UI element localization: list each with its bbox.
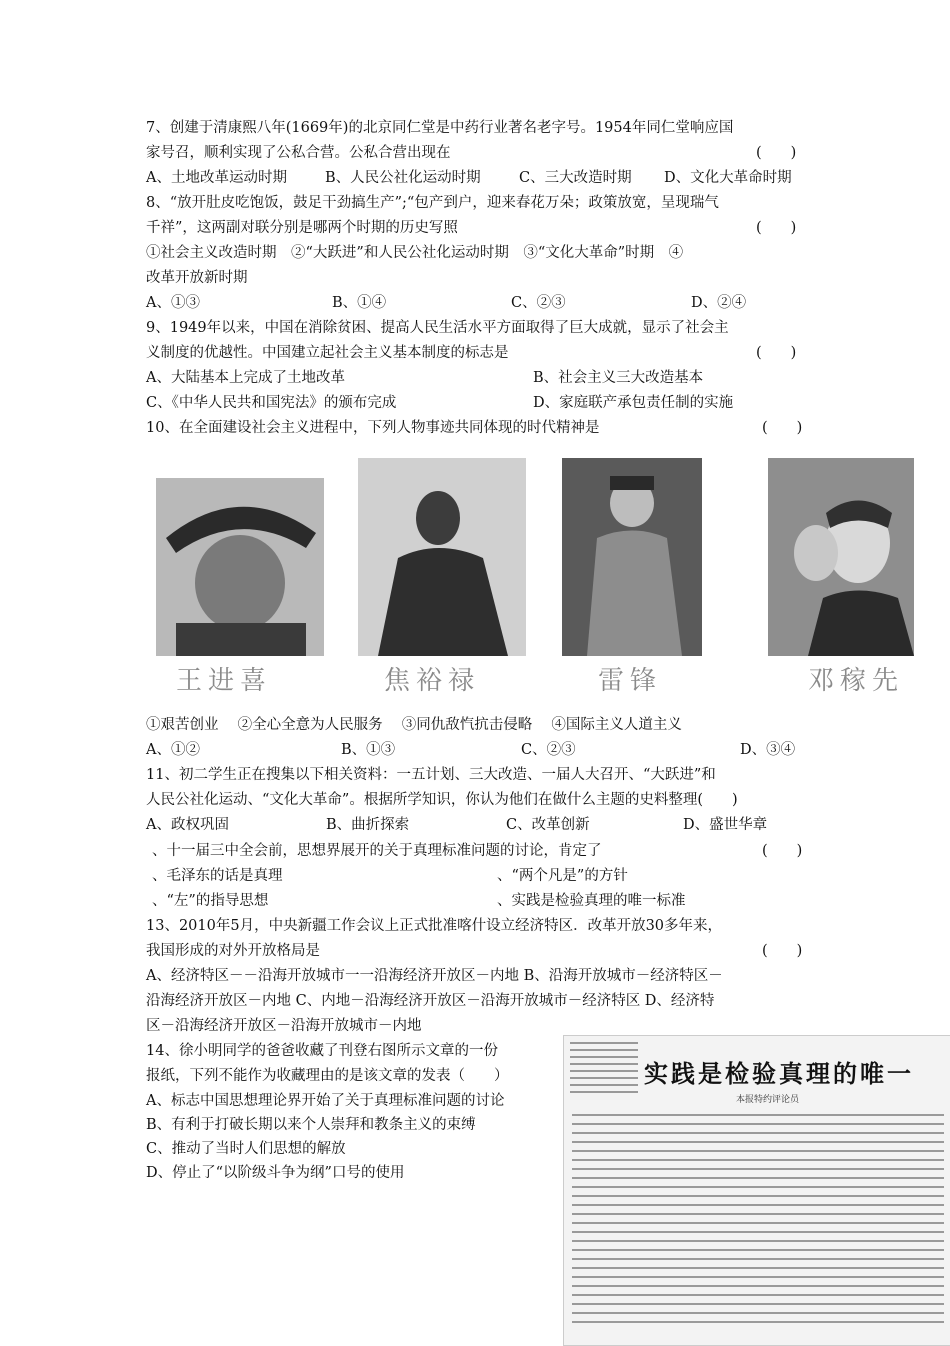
q7-stem-line2: 家号召，顺利实现了公私合营。公私合营出现在 bbox=[146, 145, 451, 161]
newspaper-clipping bbox=[563, 1035, 950, 1346]
q10-stem-line1: 10、在全面建设社会主义进程中，下列人物事迹共同体现的时代精神是 bbox=[146, 420, 600, 436]
photo-jiao-yulu bbox=[358, 458, 526, 656]
q13-stem-line2: 我国形成的对外开放格局是 bbox=[146, 943, 320, 959]
q14-option-a: A、标志中国思想理论界开始了关于真理标准问题的讨论 bbox=[146, 1093, 505, 1109]
caption-lei-feng: 雷锋 bbox=[598, 666, 663, 696]
q14-option-c: C、推动了当时人们思想的解放 bbox=[146, 1141, 346, 1157]
q9-option-d: D、家庭联产承包责任制的实施 bbox=[533, 395, 734, 411]
q8-stem-line1: 8、“放开肚皮吃饱饭，鼓足干劲搞生产”;“包产到户，迎来春花万朵；政策放宽，呈现瑞气 bbox=[146, 195, 719, 211]
q7-option-d: D、文化大革命时期 bbox=[664, 170, 792, 186]
q10-option-d: D、③④ bbox=[740, 742, 796, 758]
caption-jiao-yulu: 焦裕禄 bbox=[384, 666, 481, 696]
q13-stem-line1: 13、2010年5月，中央新疆工作会议上正式批准喀什设立经济特区．改革开放30多年来， bbox=[146, 918, 723, 934]
q7-answer-paren: ( ) bbox=[756, 145, 797, 161]
q11-option-b: B、曲折探索 bbox=[326, 817, 410, 833]
q8-items-line1: ①社会主义改造时期 ②“大跃进”和人民公社化运动时期 ③“文化大革命”时期 ④ bbox=[146, 245, 684, 261]
newspaper-intro-text bbox=[570, 1042, 638, 1098]
q14-option-b: B、有利于打破长期以来个人崇拜和教条主义的束缚 bbox=[146, 1117, 476, 1133]
photo-deng-jiaxian bbox=[768, 458, 914, 656]
q9-option-a: A、大陆基本上完成了土地改革 bbox=[146, 370, 345, 386]
newspaper-byline: 本报特约评论员 bbox=[736, 1095, 800, 1105]
q9-option-b: B、社会主义三大改造基本 bbox=[533, 370, 704, 386]
q14-stem-line1: 14、徐小明同学的爸爸收藏了刊登右图所示文章的一份 bbox=[146, 1043, 498, 1059]
q9-stem-line1: 9、1949年以来，中国在消除贫困、提高人民生活水平方面取得了巨大成就，显示了社会主 bbox=[146, 320, 729, 336]
q8-items-line2: 改革开放新时期 bbox=[146, 270, 248, 286]
q10-option-a: A、①② bbox=[146, 742, 200, 758]
q13-options-line2: 沿海经济开放区－内地 C、内地－沿海经济开放区－沿海开放城市－经济特区 D、经济特 bbox=[146, 993, 715, 1009]
q7-stem-line1: 7、创建于清康熙八年(1669年)的北京同仁堂是中药行业著名老字号。1954年同仁堂响应国 bbox=[146, 120, 734, 136]
q12-stem-line1: 、十一届三中全会前，思想界展开的关于真理标准问题的讨论，肯定了 bbox=[152, 843, 602, 859]
q12-option-c: 、“左”的指导思想 bbox=[152, 893, 269, 909]
q9-answer-paren: ( ) bbox=[756, 345, 797, 361]
q8-option-d: D、②④ bbox=[691, 295, 747, 311]
q7-option-a: A、土地改革运动时期 bbox=[146, 170, 287, 186]
newspaper-body-text bbox=[572, 1114, 944, 1330]
q14-stem-line2: 报纸，下列不能作为收藏理由的是该文章的发表（ ） bbox=[146, 1068, 509, 1084]
caption-wang-jinxi: 王进喜 bbox=[176, 666, 273, 696]
q11-stem-line2: 人民公社化运动、“文化大革命”。根据所学知识，你认为他们在做什么主题的史料整理( ) bbox=[146, 792, 738, 808]
q8-answer-paren: ( ) bbox=[756, 220, 797, 236]
q14-option-d: D、停止了“以阶级斗争为纲”口号的使用 bbox=[146, 1165, 405, 1181]
q7-option-b: B、人民公社化运动时期 bbox=[325, 170, 481, 186]
newspaper-headline: 实践是检验真理的唯一 bbox=[644, 1060, 914, 1088]
q9-option-c: C、《中华人民共和国宪法》的颁布完成 bbox=[146, 395, 397, 411]
q8-stem-line2: 千祥”，这两副对联分别是哪两个时期的历史写照 bbox=[146, 220, 458, 236]
caption-deng-jiaxian: 邓稼先 bbox=[808, 666, 905, 696]
q12-option-b: 、“两个凡是”的方针 bbox=[497, 868, 628, 884]
q10-items-line: ①艰苦创业 ②全心全意为人民服务 ③同仇敌忾抗击侵略 ④国际主义人道主义 bbox=[146, 717, 682, 733]
q13-options-line1: A、经济特区－－沿海开放城市一一沿海经济开放区－内地 B、沿海开放城市－经济特区－ bbox=[146, 968, 723, 984]
q12-option-a: 、毛泽东的话是真理 bbox=[152, 868, 283, 884]
q7-option-c: C、三大改造时期 bbox=[519, 170, 632, 186]
q11-option-d: D、盛世华章 bbox=[683, 817, 768, 833]
q8-option-c: C、②③ bbox=[511, 295, 566, 311]
q8-option-a: A、①③ bbox=[146, 295, 200, 311]
q11-stem-line1: 11、初二学生正在搜集以下相关资料：一五计划、三大改造、一届人大召开、“大跃进”和 bbox=[146, 767, 716, 783]
q10-option-c: C、②③ bbox=[521, 742, 576, 758]
q9-stem-line2: 义制度的优越性。中国建立起社会主义基本制度的标志是 bbox=[146, 345, 509, 361]
q12-answer-paren: ( ) bbox=[762, 843, 803, 859]
q13-answer-paren: ( ) bbox=[762, 943, 803, 959]
q10-answer-paren: ( ) bbox=[762, 420, 803, 436]
q12-option-d: 、实践是检验真理的唯一标准 bbox=[497, 893, 686, 909]
q8-option-b: B、①④ bbox=[332, 295, 387, 311]
q10-option-b: B、①③ bbox=[341, 742, 396, 758]
q11-option-a: A、政权巩固 bbox=[146, 817, 229, 833]
photo-wang-jinxi bbox=[156, 478, 324, 656]
photo-lei-feng bbox=[562, 458, 702, 656]
q13-options-line3: 区－沿海经济开放区－沿海开放城市－内地 bbox=[146, 1018, 422, 1034]
q11-option-c: C、改革创新 bbox=[506, 817, 590, 833]
